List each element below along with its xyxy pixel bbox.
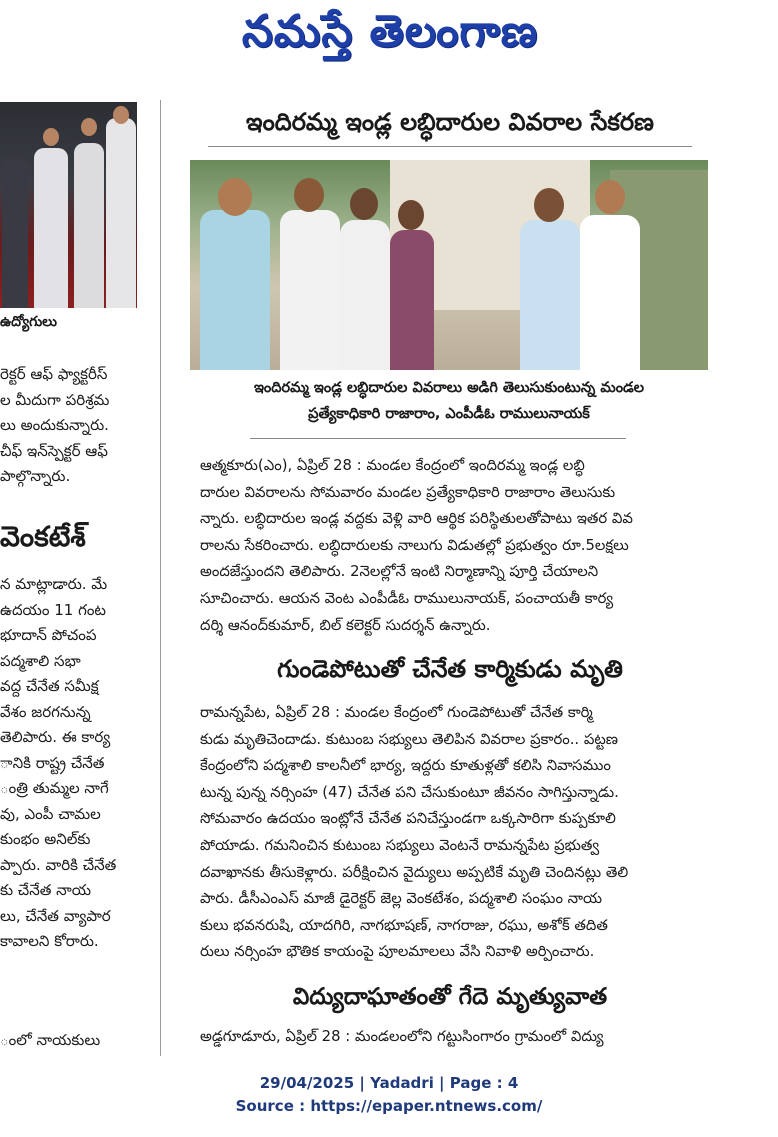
left-photo bbox=[0, 102, 137, 308]
left-paragraph-2: న మాట్లాడారు. మే ఉదయం 11 గంట భూదాన్‌ పోచంప పద్మశాలి సభా వద్ద చేనేత సమీక్ష వేశం జరగనున్న తెలిపారు. ఈ కార్య ానికి రాష్ట్ర చేనేత ంత్రి తుమ్మల నాగే వు, ఎంపీ చామల కుంభం అనిల్‌కు ప్పారు. వారికి చేనేత కు చేనేత నాయ లు, చేనేత వ్యాపార కావాలని కోరారు. bbox=[0, 575, 117, 950]
article3-headline: విద్యుదాఘాతంతో గేదె మృత్యువాత bbox=[292, 984, 608, 1010]
article1-body: ఆత్మకూరు(ఎం), ఏప్రిల్‌ 28 : మండల కేంద్రంలో ఇందిరమ్మ ఇండ్ల లబ్ధి దారుల వివరాలను సోమవారం మండల ప్రత్యేకాధికారి రాజారాం తెలుసుకు న్నారు. లబ్ధిదారుల ఇండ్ల వద్దకు వెళ్లి వారి ఆర్థిక పరిస్థితులతోపాటు ఇతర వివ రాలను సేకరించారు. లబ్ధిదారులకు నాలుగు విడుతల్లో ప్రభుత్వం రూ.5లక్షలు అందజేస్తుందని తెలిపారు. 2నెలల్లోనే ఇంటి నిర్మాణాన్ని పూర్తి చేయాలని సూచించారు. ఆయన వెంట ఎంపీడీఓ రాములునాయక్‌, పంచాయతీ కార్య దర్శి ఆనంద్‌కుమార్‌, బిల్‌ కలెక్టర్‌ సుదర్శన్‌ ఉన్నారు. bbox=[200, 457, 633, 634]
footer-date-edition: 29/04/2025 | Yadadri | Page : 4 bbox=[259, 1074, 519, 1092]
article1-photo bbox=[190, 160, 708, 370]
left-headline: వెంకటేశ్‌ bbox=[0, 520, 86, 553]
article3-body: అడ్డగూడూరు, ఏప్రిల్‌ 28 : మండలంలోని గట్టుసింగారం గ్రామంలో విద్యు bbox=[200, 1028, 604, 1045]
left-column bbox=[0, 100, 140, 1060]
article2-headline: గుండెపోటుతో చేనేత కార్మికుడు మృతి bbox=[277, 655, 623, 683]
left-paragraph-1: రెక్టర్‌ ఆఫ్‌ ఫ్యాక్టరీస్‌ ల మీదుగా పరిశ్రమ లు అందుకున్నారు. చీఫ్‌ ఇన్‌స్పెక్టర్‌ ఆఫ్‌ పాల్గొన్నారు. bbox=[0, 365, 110, 485]
article1-headline: ఇందిరమ్మ ఇండ్ల లబ్ధిదారుల వివరాల సేకరణ bbox=[246, 108, 654, 136]
column-divider bbox=[160, 100, 161, 1056]
article2-body: రామన్నపేట, ఏప్రిల్‌ 28 : మండల కేంద్రంలో గుండెపోటుతో చేనేత కార్మి కుడు మృతిచెందాడు. కుటుంబ సభ్యులు తెలిపిన వివరాల ప్రకారం.. పట్టణ కేంద్రంలోని పద్మశాలి కాలనీలో భార్య, ఇద్దరు కూతుళ్లతో కలిసి నివాసముం టున్న పున్న నర్సింహ (47) చేనేత పని చేసుకుంటూ జీవనం సాగిస్తున్నాడు. సోమవారం ఉదయం ఇంట్లోనే చేనేత పనిచేస్తుండగా ఒక్కసారిగా కుప్పకూలి పోయాడు. గమనించిన కుటుంబ సభ్యులు వెంటనే రామన్నపేట ప్రభుత్వ దవాఖానకు తీసుకెళ్లారు. పరీక్షించిన వైద్యులు అప్పటికే మృతి చెందినట్లు తెలి పారు. డీసీఎంఎస్‌ మాజీ డైరెక్టర్‌ జెల్ల వెంకటేశం, పద్మశాలి సంఘం నాయ కులు భవనరుషి, యాదగిరి, నాగభూషణ్‌, నాగరాజు, రఘు, అశోక్‌ తదిత రులు నర్సింహ భౌతిక కాయంపై పూలమాలలు వేసి నివాళి అర్పించారు. bbox=[200, 704, 629, 961]
left-paragraph-3: ంలో నాయకులు bbox=[0, 1031, 101, 1049]
masthead-title: నమస్తే తెలంగాణ bbox=[241, 6, 539, 57]
left-photo-caption: ఉద్యోగులు bbox=[0, 314, 57, 330]
headline-rule bbox=[208, 146, 692, 147]
caption-rule bbox=[250, 438, 626, 439]
footer-source-link[interactable]: Source : https://epaper.ntnews.com/ bbox=[235, 1097, 543, 1115]
article1-photo-caption: ఇందిరమ్మ ఇండ్ల లబ్ధిదారుల వివరాలు అడిగి తెలుసుకుంటున్న మండల ప్రత్యేకాధికారి రాజారాం, ఎంపీడీఓ రాములునాయక్‌ bbox=[253, 380, 645, 422]
